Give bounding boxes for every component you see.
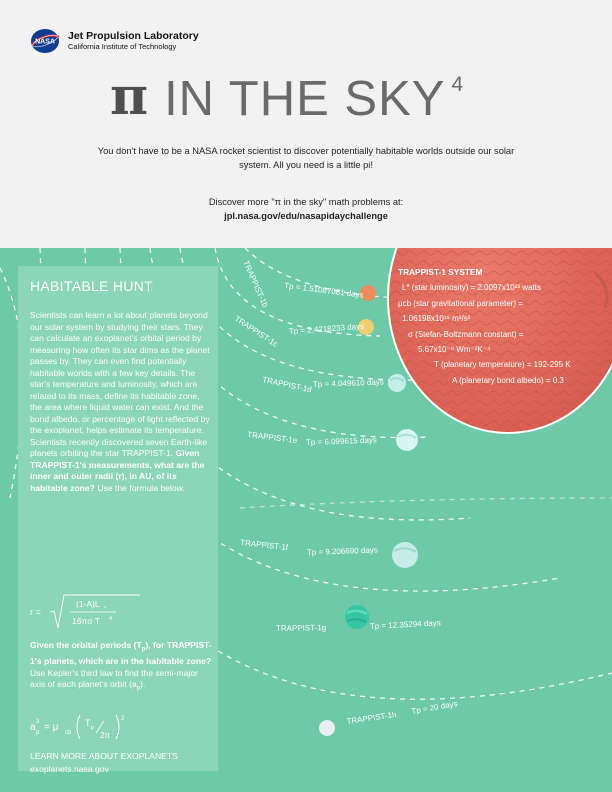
planet-label-g: TRAPPIST-1g [275,623,327,633]
formula1-numerator-sub: * [104,606,107,612]
period-label-g: Tp = 12.35294 days [369,618,441,631]
period-label-h: Tp = 20 days [410,699,459,716]
orbit-outer-2 [240,498,612,508]
period-label-e: Tp = 6.099615 days [305,435,377,447]
planet-label-e: TRAPPIST-1e [246,430,298,446]
discover-text: Discover more "π in the sky" math problems at: [208,197,404,207]
planet-label-c: TRAPPIST-1c [232,314,280,349]
intro-text: You don't have to be a NASA rocket scientist to discover potentially habitable worlds outside our solar system. All you need is a little pi! [97,146,515,170]
formula2-eq: = μ [44,722,59,733]
panel-body-end: Use the formula below. [97,482,185,493]
logo-line-2: California Institute of Technology [68,41,177,51]
planet-g [345,605,369,629]
q2-bold-sub: p [141,646,146,653]
q2-bold-a: Given the orbital periods (T [30,640,142,650]
period-label-b: Tp = 1.51087081 days [283,281,365,300]
formula2-frac-den: 2π [100,731,110,740]
formula-2-svg [30,710,210,744]
formula-1-svg [30,593,210,631]
planet-f [392,542,418,568]
panel-body-text: Scientists can learn a lot about planets beyond our solar system by studying their stars. They can calculate an exoplanet's orbital period by measuring how often its star dims as the planet passes by. They can even find potentially habitable worlds with a few key details. The star's temperature and luminosity, which are related to its mass, define its habitable zone, the area where liquid water can exist. And the bond albedo, or percentage of light reflected by the exoplanet, helps estimate its temperature. Scientists recently discovered seven Earth-like planets orbiting the star TRAPPIST-1. [30,310,210,458]
planet-h [319,720,335,736]
title-superscript: 4 [451,73,464,96]
period-label-c: Tp = 2.4218233 days [288,321,365,336]
fact-bond-albedo: A (planetary bond albedo) = 0.3 [452,375,564,385]
formula2-frac-num-sub: p [91,725,95,731]
formula1-denominator-sup: 4 [109,616,113,622]
panel-heading: HABITABLE HUNT [30,278,153,294]
planet-label-d: TRAPPIST-1d [261,375,313,395]
title-text: IN THE SKY [164,72,446,126]
discover-more [96,195,516,223]
formula2-frac-num: T [85,718,91,728]
habitable-hunt-panel [18,266,218,774]
planet-label-h: TRAPPIST-1h [346,710,398,726]
formula1-lhs: r = [30,607,41,617]
q2-rest-a: Use Kepler's third law to find the semi-major axis of each planet's orbit (a [30,667,198,690]
logo-line-1: Jet Propulsion Laboratory [68,29,199,42]
fact-stefan-boltzmann: σ (Stefan-Boltzmann constant) = [408,329,524,339]
exoplanets-link[interactable]: exoplanets.nasa.gov [30,764,109,774]
habitable-zone-formula [30,593,210,631]
fact-luminosity: L* (star luminosity) = 2.0097x10²³ watts [402,283,541,293]
fact-gravitational-value: 1.06198x10¹⁹ m³/s² [402,314,471,324]
formula2-sup: 3 [36,719,40,725]
page-title [110,66,464,127]
panel-question-1: Given TRAPPIST-1's measurements, what are the inner and outer radii (r), in AU, of its habitable zone? [30,448,205,493]
title-pi: π [110,66,149,127]
q2-bold-b: ), for TRAPPIST-1's planets, which are in the habitable zone? [30,640,212,667]
learn-more-title: LEARN MORE ABOUT EXOPLANETS [30,751,178,761]
q2-rest-b: ). [140,679,146,690]
planet-label-f: TRAPPIST-1f [239,538,289,553]
panel-body [30,310,212,494]
nasa-meatball-icon [28,28,62,54]
panel-question-2 [30,640,212,695]
fact-stefan-boltzmann-value: 5.67x10⁻⁸ Wm⁻²K⁻⁴ [418,345,491,355]
q2-rest-sub: p [136,685,141,692]
jpl-logo[interactable] [28,28,199,54]
illustration-area [0,248,612,792]
period-label-d: Tp = 4.049610 days [312,377,384,389]
formula2-mu-sub: cb [65,730,72,736]
challenge-link[interactable]: jpl.nasa.gov/edu/nasapidaychallenge [224,211,388,221]
formula1-denominator: 16πσ T [72,616,100,626]
period-label-f: Tp = 9.206690 days [306,545,378,557]
learn-more [30,750,178,776]
header [0,0,612,248]
kepler-formula [30,710,210,744]
formula2-sub: p [36,730,40,736]
planet-label-b: TRAPPIST-1b [241,259,270,309]
fact-gravitational-parameter: μcb (star gravitational parameter) = [398,298,523,308]
formula2-exp: 2 [121,716,125,722]
nasa-logo-text: NASA [35,38,55,46]
formula1-numerator: (1-A)L [76,599,100,609]
system-facts [398,265,608,388]
formula2-a: a [30,722,36,733]
fact-planet-temperature: T (planetary temperature) = 192-295 K [434,360,571,370]
system-heading: TRAPPIST-1 SYSTEM [398,267,483,277]
planet-e [396,429,418,451]
